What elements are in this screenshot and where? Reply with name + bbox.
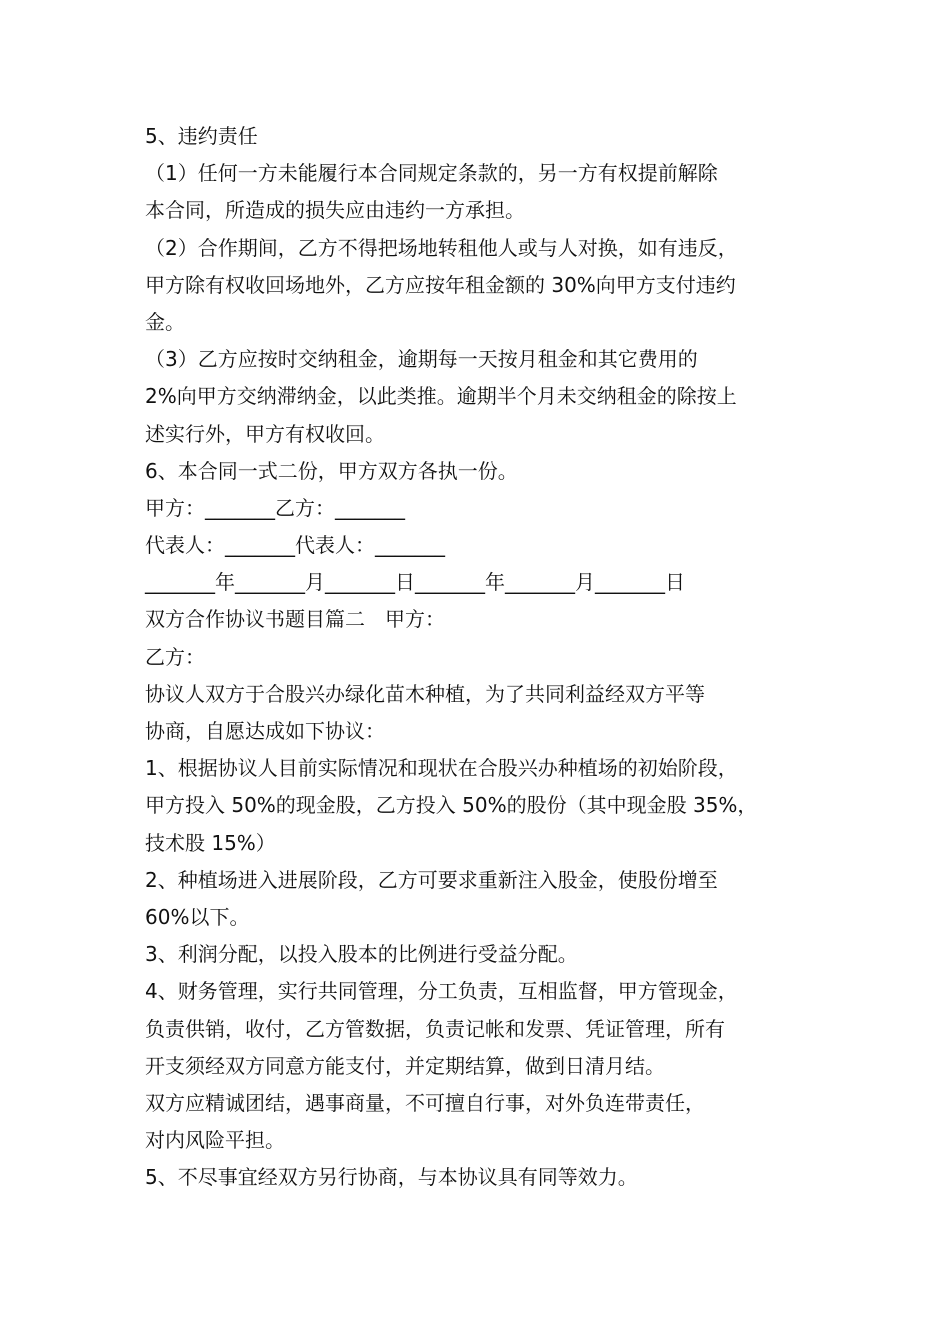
paragraph-line: 甲方除有权收回场地外，乙方应按年租金额的 30%向甲方支付违约 bbox=[145, 272, 736, 297]
paragraph-line: 对内风险平担。 bbox=[145, 1128, 285, 1153]
signature-representative-line: 代表人：_______代表人：_______ bbox=[145, 533, 445, 558]
document-body bbox=[145, 118, 825, 1196]
paragraph-line: 2%向甲方交纳滞纳金，以此类推。逾期半个月未交纳租金的除按上 bbox=[145, 384, 737, 409]
paragraph-line: 本合同，所造成的损失应由违约一方承担。 bbox=[145, 198, 525, 223]
paragraph-line: （3）乙方应按时交纳租金，逾期每一天按月租金和其它费用的 bbox=[145, 347, 698, 372]
paragraph-line: 开支须经双方同意方能支付，并定期结算，做到日清月结。 bbox=[145, 1053, 665, 1078]
paragraph-line: 技术股 15%） bbox=[145, 830, 276, 855]
paragraph-line: 金。 bbox=[145, 309, 185, 334]
paragraph-line: 4、财务管理，实行共同管理，分工负责，互相监督，甲方管现金， bbox=[145, 979, 738, 1004]
paragraph-line: （1）任何一方未能履行本合同规定条款的，另一方有权提前解除 bbox=[145, 161, 718, 186]
paragraph-line: 负责供销，收付，乙方管数据，负责记帐和发票、凭证管理，所有 bbox=[145, 1016, 725, 1041]
paragraph-line: 5、不尽事宜经双方另行协商，与本协议具有同等效力。 bbox=[145, 1165, 638, 1190]
paragraph-line: 协议人双方于合股兴办绿化苗木种植，为了共同利益经双方平等 bbox=[145, 681, 705, 706]
paragraph-line: 双方应精诚团结，遇事商量，不可擅自行事，对外负连带责任， bbox=[145, 1090, 705, 1115]
paragraph-line: 2、种植场进入进展阶段，乙方可要求重新注入股金，使股份增至 bbox=[145, 867, 718, 892]
paragraph-line: 60%以下。 bbox=[145, 904, 250, 929]
section-title-part-two: 双方合作协议书题目篇二 甲方： bbox=[145, 607, 445, 632]
signature-date-line: _______年_______月_______日_______年_______月_______日 bbox=[145, 570, 685, 595]
paragraph-line: 甲方投入 50%的现金股，乙方投入 50%的股份（其中现金股 35%， bbox=[145, 793, 758, 818]
paragraph-line: 述实行外，甲方有权收回。 bbox=[145, 421, 385, 446]
paragraph-line: 协商，自愿达成如下协议： bbox=[145, 719, 385, 743]
paragraph-line: （2）合作期间，乙方不得把场地转租他人或与人对换，如有违反， bbox=[145, 235, 738, 260]
paragraph-line: 3、利润分配，以投入股本的比例进行受益分配。 bbox=[145, 942, 578, 967]
party-b-line: 乙方： bbox=[145, 644, 205, 669]
paragraph-line: 6、本合同一式二份，甲方双方各执一份。 bbox=[145, 458, 518, 483]
signature-party-line: 甲方：_______乙方：_______ bbox=[145, 495, 405, 520]
paragraph-line: 1、根据协议人目前实际情况和现状在合股兴办种植场的初始阶段， bbox=[145, 756, 738, 781]
section-heading-breach: 5、违约责任 bbox=[145, 124, 258, 148]
